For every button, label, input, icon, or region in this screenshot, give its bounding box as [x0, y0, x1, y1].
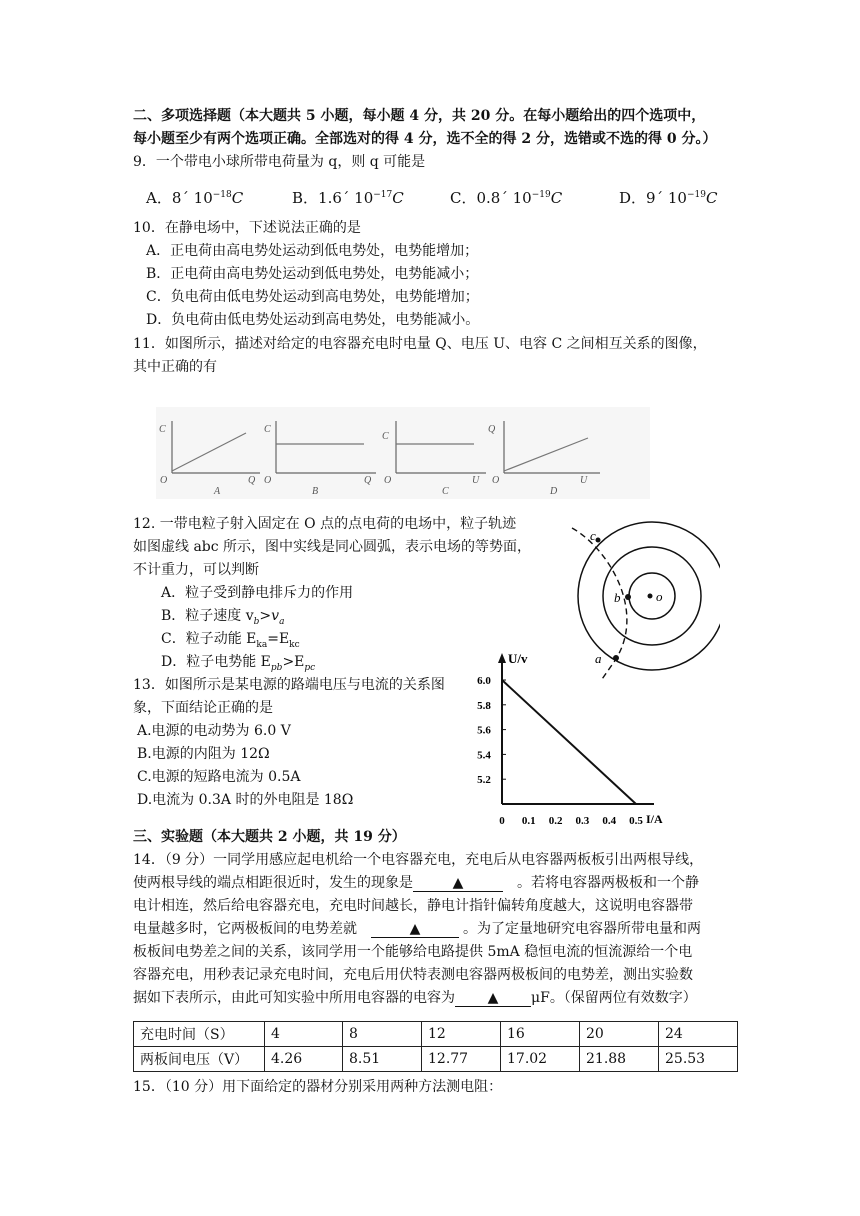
q12-option-b: B．粒子速度 $v_b>v_a$ [161, 608, 285, 627]
table-cell: 4 [265, 1022, 343, 1047]
q9-option-b: B．1.6´ $10^{-17}C$ [292, 189, 404, 207]
q13-option-a: A.电源的电动势为 6.0 V [137, 723, 291, 739]
graph-c-xlabel: U [472, 475, 480, 486]
chart-series-line [502, 680, 636, 804]
table-cell: 4.26 [265, 1047, 343, 1072]
point-o [648, 594, 653, 599]
q11-stem: 11．如图所示，描述对给定的电容器充电时电量 Q、电压 U、电容 C 之间相互关系的图像， [133, 336, 707, 352]
q9-option-a: A．8´ $10^{-18}C$ [146, 189, 244, 207]
q12-stem: 12. 一带电粒子射入固定在 O 点的点电荷的电场中，粒子轨迹 [133, 516, 517, 532]
graph-c-ylabel: C [382, 431, 389, 442]
label-a: a [595, 651, 602, 666]
q9-stem: 9．一个带电小球所带电荷量为 q，则 q 可能是 [133, 154, 426, 170]
point-b [625, 594, 631, 600]
q12-stem-cont2: 不计重力，可以判断 [133, 562, 259, 578]
q14-blank-1[interactable]: ▲ [413, 875, 503, 892]
table-row-voltage [134, 1047, 738, 1072]
table-cell: 8 [343, 1022, 422, 1047]
graph-a-ylabel: C [159, 424, 166, 435]
chart-y-tick-label: 5.4 [477, 749, 491, 762]
q14-blank-2[interactable]: ▲ [371, 921, 459, 938]
graph-a-xlabel: Q [248, 475, 256, 486]
chart-x-tick-label: 0.5 [629, 815, 643, 827]
chart-x-tick-label: 0 [499, 815, 505, 827]
q12-stem-cont: 如图虚线 abc 所示，图中实线是同心圆弧，表示电场的等势面， [133, 539, 532, 555]
graph-d-xlabel: U [580, 475, 588, 486]
graph-c-label: C [442, 486, 449, 497]
q14-line3: 电计相连，然后给电容器充电，充电时间越长，静电计指针偏转角度越大，这说明电容器带 [133, 898, 693, 914]
chart-ylabel: U/v [508, 651, 528, 666]
chart-y-arrow [498, 653, 506, 663]
graph-a-label: A [214, 486, 221, 497]
q10-option-c: C．负电荷由低电势处运动到高电势处，电势能增加； [146, 289, 479, 305]
q14-line4: 电量越多时，它两极板间的电势差就 ▲ 。为了定量地研究电容器所带电量和两 [133, 921, 701, 937]
graph-d-label: D [550, 486, 558, 497]
q10-stem: 10．在静电场中，下述说法正确的是 [133, 220, 361, 236]
graph-d-origin: O [492, 475, 500, 486]
chart-x-tick-label: 0.4 [602, 815, 617, 827]
chart-x-tick-label: 0.3 [575, 815, 590, 827]
chart-y-tick-label: 6.0 [477, 675, 491, 687]
graph-b-xlabel: Q [364, 475, 372, 486]
table-cell: 25.53 [659, 1047, 738, 1072]
graph-b-origin: O [264, 475, 272, 486]
chart-y-tick-label: 5.2 [477, 774, 491, 787]
label-c: c [590, 528, 596, 543]
table-cell: 20 [580, 1022, 659, 1047]
graph-a-origin: O [160, 475, 168, 486]
graph-b-label: B [312, 486, 319, 497]
q13-ui-chart [470, 645, 680, 830]
table-header-time: 充电时间（S） [134, 1022, 265, 1047]
q13-stem-cont: 象，下面结论正确的是 [133, 700, 273, 716]
graph-d-ylabel: Q [488, 424, 496, 435]
q10-option-a: A．正电荷由高电势处运动到低电势处，电势能增加； [146, 243, 479, 259]
table-cell: 17.02 [501, 1047, 580, 1072]
chart-y-tick-label: 5.6 [477, 724, 491, 737]
q13-option-d: D.电流为 0.3A 时的外电阻是 18Ω [137, 792, 354, 808]
chart-y-tick-label: 5.8 [477, 699, 491, 712]
section2-title: 二、多项选择题（本大题共 5 小题，每小题 4 分，共 20 分。在每小题给出的四个选项中， [133, 108, 706, 124]
q11-graphs-figure [156, 407, 650, 499]
point-c [596, 538, 601, 543]
q14-line5: 板板间电势差之间的关系，该同学用一个能够给电路提供 5mA 稳恒电流的恒流源给一个电 [133, 944, 693, 960]
table-cell: 8.51 [343, 1047, 422, 1072]
table-cell: 16 [501, 1022, 580, 1047]
section3-title: 三、实验题（本大题共 2 小题，共 19 分） [133, 829, 406, 845]
label-b: b [614, 590, 621, 605]
chart-x-tick-label: 0.2 [548, 815, 563, 827]
chart-x-tick-label: 0.1 [521, 815, 536, 827]
q11-stem-cont: 其中正确的有 [133, 359, 217, 375]
q13-stem: 13．如图所示是某电源的路端电压与电流的关系图 [133, 677, 445, 693]
q14-line6: 容器充电，用秒表记录充电时间，充电后用伏特表测电容器两极板间的电势差，测出实验数 [133, 967, 693, 983]
table-cell: 12.77 [422, 1047, 501, 1072]
q10-option-d: D．负电荷由低电势处运动到高电势处，电势能减小。 [146, 312, 480, 328]
table-cell: 21.88 [580, 1047, 659, 1072]
table-header-voltage: 两板间电压（V） [134, 1047, 265, 1072]
graph-b-ylabel: C [264, 424, 271, 435]
q15-stem: 15．（10 分）用下面给定的器材分别采用两种方法测电阻： [133, 1079, 503, 1095]
table-cell: 24 [659, 1022, 738, 1047]
chart-xlabel: I/A [646, 812, 663, 826]
q13-option-b: B.电源的内阻为 12Ω [137, 746, 270, 762]
q13-option-c: C.电源的短路电流为 0.5A [137, 769, 301, 785]
q12-option-d: D．粒子电势能 $E_{pb}>E_{pc}$ [161, 654, 316, 673]
table-row-time [134, 1022, 738, 1047]
q14-line2: 使两根导线的端点相距很近时，发生的现象是 ▲ 。若将电容器两极板和一个静 [133, 875, 699, 891]
q12-option-a: A．粒子受到静电排斥力的作用 [161, 585, 354, 601]
q14-data-table [133, 1021, 738, 1072]
q14-blank-3[interactable]: ▲ [455, 990, 531, 1007]
q14-line1: 14．（9 分）一同学用感应起电机给一个电容器充电，充电后从电容器两板板引出两根导线， [133, 852, 704, 868]
q12-option-c: C．粒子动能 $E_{ka}=E_{kc}$ [161, 631, 300, 650]
graph-c-origin: O [384, 475, 392, 486]
q10-option-b: B．正电荷由高电势处运动到低电势处，电势能减小； [146, 266, 479, 282]
q9-option-c: C．0.8´ $10^{-19}C$ [450, 189, 563, 207]
table-cell: 12 [422, 1022, 501, 1047]
label-o: o [656, 589, 663, 604]
section2-title-cont: 每小题至少有两个选项正确。全部选对的得 4 分，选不全的得 2 分，选错或不选的得 0 分。） [133, 131, 717, 147]
q14-line7: 据如下表所示，由此可知实验中所用电容器的电容为 ▲ μF。（保留两位有效数字） [133, 990, 697, 1006]
q9-option-d: D．9´ $10^{-19}C$ [619, 189, 718, 207]
